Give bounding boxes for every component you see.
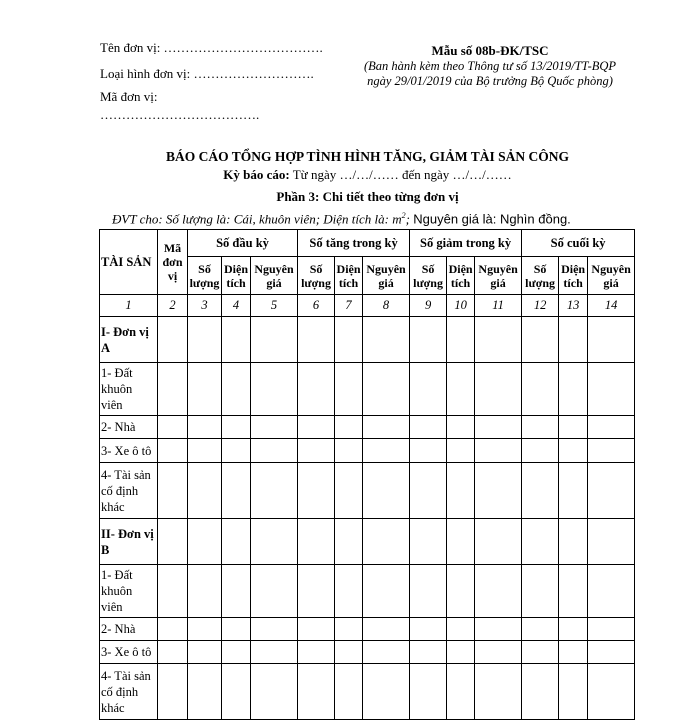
data-cell[interactable] <box>559 317 588 363</box>
data-cell[interactable] <box>363 618 410 641</box>
data-cell[interactable] <box>559 618 588 641</box>
row-label: 2- Nhà <box>100 416 158 439</box>
data-cell[interactable] <box>251 439 298 463</box>
data-cell[interactable] <box>559 664 588 720</box>
table-row <box>100 363 635 416</box>
data-cell[interactable] <box>363 519 410 565</box>
table-row <box>100 416 635 439</box>
data-cell[interactable] <box>363 363 410 416</box>
data-cell[interactable] <box>188 618 222 641</box>
data-cell[interactable] <box>158 439 188 463</box>
data-cell[interactable] <box>588 363 635 416</box>
data-cell[interactable] <box>188 317 222 363</box>
data-cell[interactable] <box>335 618 363 641</box>
data-cell[interactable] <box>475 664 522 720</box>
unit-note: ĐVT cho: Số lượng là: Cái, khuôn viên; Diện tích là: $m^2$; Nguyên giá là: Nghìn đồng. <box>112 211 571 227</box>
data-cell[interactable] <box>158 317 188 363</box>
data-cell[interactable] <box>188 565 222 618</box>
data-cell[interactable] <box>222 363 251 416</box>
data-cell[interactable] <box>298 519 335 565</box>
data-cell[interactable] <box>410 641 447 664</box>
data-cell[interactable] <box>447 363 475 416</box>
data-cell[interactable] <box>188 439 222 463</box>
data-cell[interactable] <box>335 363 363 416</box>
sub-header-qty: Số lượng <box>522 257 559 295</box>
data-cell[interactable] <box>447 317 475 363</box>
data-cell[interactable] <box>222 565 251 618</box>
data-cell[interactable] <box>588 618 635 641</box>
table-row <box>100 618 635 641</box>
col-number: 8 <box>363 295 410 317</box>
data-cell[interactable] <box>251 641 298 664</box>
data-cell[interactable] <box>335 664 363 720</box>
data-cell[interactable] <box>522 317 559 363</box>
data-cell[interactable] <box>522 363 559 416</box>
col-number: 2 <box>158 295 188 317</box>
col-number: 7 <box>335 295 363 317</box>
col-number: 12 <box>522 295 559 317</box>
data-cell[interactable] <box>475 416 522 439</box>
report-body <box>100 317 635 720</box>
data-cell[interactable] <box>222 618 251 641</box>
data-cell[interactable] <box>588 317 635 363</box>
data-cell[interactable] <box>363 565 410 618</box>
data-cell[interactable] <box>222 641 251 664</box>
period-text: Từ ngày …/…/…… đến ngày …/…/…… <box>289 167 512 182</box>
col-number: 11 <box>475 295 522 317</box>
data-cell[interactable] <box>158 618 188 641</box>
data-cell[interactable] <box>222 317 251 363</box>
col-number: 4 <box>222 295 251 317</box>
data-cell[interactable] <box>335 463 363 519</box>
col-number: 13 <box>559 295 588 317</box>
data-cell[interactable] <box>410 439 447 463</box>
sub-header-qty: Số lượng <box>410 257 447 295</box>
column-number-row <box>100 295 635 317</box>
data-cell[interactable] <box>522 664 559 720</box>
data-cell[interactable] <box>298 565 335 618</box>
unit-code-label: Mã đơn vị: <box>100 89 158 104</box>
data-cell[interactable] <box>588 416 635 439</box>
unit-code-dots: ………………………………. <box>100 107 260 122</box>
unit-type-line: Loại hình đơn vị: ………………………. <box>100 66 314 81</box>
sub-header-value: Nguyên giá <box>363 257 410 295</box>
row-label: 4- Tài sản cố định khác <box>100 664 158 720</box>
col-number: 9 <box>410 295 447 317</box>
data-cell[interactable] <box>251 416 298 439</box>
data-cell[interactable] <box>475 439 522 463</box>
data-cell[interactable] <box>588 641 635 664</box>
table-row <box>100 317 635 363</box>
data-cell[interactable] <box>222 439 251 463</box>
col-number: 14 <box>588 295 635 317</box>
data-cell[interactable] <box>447 519 475 565</box>
row-label: 2- Nhà <box>100 618 158 641</box>
issued-note-line1: (Ban hành kèm theo Thông tư số 13/2019/TT-BQP <box>363 59 617 73</box>
col-number: 6 <box>298 295 335 317</box>
col-header-unit-code: Mã đơn vị <box>158 230 188 295</box>
data-cell[interactable] <box>251 565 298 618</box>
data-cell[interactable] <box>251 618 298 641</box>
data-cell[interactable] <box>363 641 410 664</box>
data-cell[interactable] <box>410 363 447 416</box>
data-cell[interactable] <box>188 416 222 439</box>
data-cell[interactable] <box>335 565 363 618</box>
unit-name-line: Tên đơn vị: ………………………………. <box>100 40 323 55</box>
data-cell[interactable] <box>251 664 298 720</box>
data-cell[interactable] <box>335 416 363 439</box>
row-label: 4- Tài sản cố định khác <box>100 463 158 519</box>
data-cell[interactable] <box>188 664 222 720</box>
table-row <box>100 565 635 618</box>
data-cell[interactable] <box>588 565 635 618</box>
table-row <box>100 664 635 720</box>
col-number: 10 <box>447 295 475 317</box>
data-cell[interactable] <box>335 317 363 363</box>
data-cell[interactable] <box>298 416 335 439</box>
data-cell[interactable] <box>251 463 298 519</box>
data-cell[interactable] <box>447 439 475 463</box>
data-cell[interactable] <box>475 363 522 416</box>
sub-header-area: Diện tích <box>335 257 363 295</box>
sub-header-area: Diện tích <box>559 257 588 295</box>
data-cell[interactable] <box>188 363 222 416</box>
data-cell[interactable] <box>522 641 559 664</box>
data-cell[interactable] <box>475 641 522 664</box>
data-cell[interactable] <box>222 416 251 439</box>
data-cell[interactable] <box>475 519 522 565</box>
row-label: 1- Đất khuôn viên <box>100 565 158 618</box>
data-cell[interactable] <box>410 519 447 565</box>
data-cell[interactable] <box>588 519 635 565</box>
data-cell[interactable] <box>158 519 188 565</box>
data-cell[interactable] <box>251 519 298 565</box>
data-cell[interactable] <box>475 317 522 363</box>
data-cell[interactable] <box>559 463 588 519</box>
data-cell[interactable] <box>298 463 335 519</box>
data-cell[interactable] <box>158 463 188 519</box>
data-cell[interactable] <box>188 519 222 565</box>
col-header-asset: TÀI SẢN <box>100 230 158 295</box>
data-cell[interactable] <box>222 519 251 565</box>
data-cell[interactable] <box>222 463 251 519</box>
data-cell[interactable] <box>559 439 588 463</box>
data-cell[interactable] <box>447 463 475 519</box>
data-cell[interactable] <box>335 641 363 664</box>
data-cell[interactable] <box>522 439 559 463</box>
data-cell[interactable] <box>298 664 335 720</box>
row-label: 1- Đất khuôn viên <box>100 363 158 416</box>
period-label: Kỳ báo cáo: <box>223 167 290 182</box>
data-cell[interactable] <box>410 416 447 439</box>
data-cell[interactable] <box>447 565 475 618</box>
group-header-closing: Số cuối kỳ <box>522 230 635 257</box>
data-cell[interactable] <box>298 618 335 641</box>
data-cell[interactable] <box>363 317 410 363</box>
data-cell[interactable] <box>158 363 188 416</box>
group-header-increase: Số tăng trong kỳ <box>298 230 410 257</box>
data-cell[interactable] <box>447 618 475 641</box>
data-cell[interactable] <box>588 664 635 720</box>
data-cell[interactable] <box>410 317 447 363</box>
data-cell[interactable] <box>559 519 588 565</box>
data-cell[interactable] <box>447 664 475 720</box>
table-row <box>100 519 635 565</box>
data-cell[interactable] <box>410 618 447 641</box>
data-cell[interactable] <box>588 463 635 519</box>
data-cell[interactable] <box>522 565 559 618</box>
data-cell[interactable] <box>475 618 522 641</box>
sub-header-area: Diện tích <box>222 257 251 295</box>
data-cell[interactable] <box>298 317 335 363</box>
data-cell[interactable] <box>298 363 335 416</box>
row-label: I- Đơn vị A <box>100 317 158 363</box>
sub-header-qty: Số lượng <box>298 257 335 295</box>
report-title: BÁO CÁO TỔNG HỢP TÌNH HÌNH TĂNG, GIẢM TÀI SẢN CÔNG <box>166 149 569 164</box>
table-row <box>100 641 635 664</box>
data-cell[interactable] <box>410 565 447 618</box>
data-cell[interactable] <box>158 565 188 618</box>
data-cell[interactable] <box>188 463 222 519</box>
data-cell[interactable] <box>335 519 363 565</box>
data-cell[interactable] <box>158 664 188 720</box>
data-cell[interactable] <box>335 439 363 463</box>
col-number: 5 <box>251 295 298 317</box>
data-cell[interactable] <box>588 439 635 463</box>
data-cell[interactable] <box>363 664 410 720</box>
form-code: Mẫu số 08b-ĐK/TSC <box>431 43 549 58</box>
table-row <box>100 463 635 519</box>
col-number: 3 <box>188 295 222 317</box>
data-cell[interactable] <box>298 641 335 664</box>
data-cell[interactable] <box>447 641 475 664</box>
data-cell[interactable] <box>410 463 447 519</box>
sub-header-value: Nguyên giá <box>251 257 298 295</box>
data-cell[interactable] <box>559 363 588 416</box>
issued-note-line2: ngày 29/01/2019 của Bộ trưởng Bộ Quốc phòng) <box>367 74 613 88</box>
data-cell[interactable] <box>522 463 559 519</box>
sub-header-qty: Số lượng <box>188 257 222 295</box>
report-period <box>0 167 700 183</box>
data-cell[interactable] <box>188 641 222 664</box>
group-header-decrease: Số giảm trong kỳ <box>410 230 522 257</box>
data-cell[interactable] <box>522 519 559 565</box>
report-table <box>99 229 635 720</box>
data-cell[interactable] <box>251 363 298 416</box>
data-cell[interactable] <box>559 416 588 439</box>
data-cell[interactable] <box>559 641 588 664</box>
row-label: II- Đơn vị B <box>100 519 158 565</box>
data-cell[interactable] <box>363 439 410 463</box>
data-cell[interactable] <box>363 416 410 439</box>
row-label: 3- Xe ô tô <box>100 641 158 664</box>
data-cell[interactable] <box>158 416 188 439</box>
part-heading: Phần 3: Chi tiết theo từng đơn vị <box>276 189 459 204</box>
data-cell[interactable] <box>222 664 251 720</box>
sub-header-value: Nguyên giá <box>475 257 522 295</box>
sub-header-area: Diện tích <box>447 257 475 295</box>
data-cell[interactable] <box>559 565 588 618</box>
data-cell[interactable] <box>447 416 475 439</box>
table-row <box>100 439 635 463</box>
group-header-opening: Số đầu kỳ <box>188 230 298 257</box>
data-cell[interactable] <box>522 416 559 439</box>
data-cell[interactable] <box>298 439 335 463</box>
data-cell[interactable] <box>475 463 522 519</box>
row-label: 3- Xe ô tô <box>100 439 158 463</box>
col-number: 1 <box>100 295 158 317</box>
data-cell[interactable] <box>522 618 559 641</box>
data-cell[interactable] <box>410 664 447 720</box>
data-cell[interactable] <box>158 641 188 664</box>
sub-header-value: Nguyên giá <box>588 257 635 295</box>
data-cell[interactable] <box>475 565 522 618</box>
data-cell[interactable] <box>363 463 410 519</box>
data-cell[interactable] <box>251 317 298 363</box>
